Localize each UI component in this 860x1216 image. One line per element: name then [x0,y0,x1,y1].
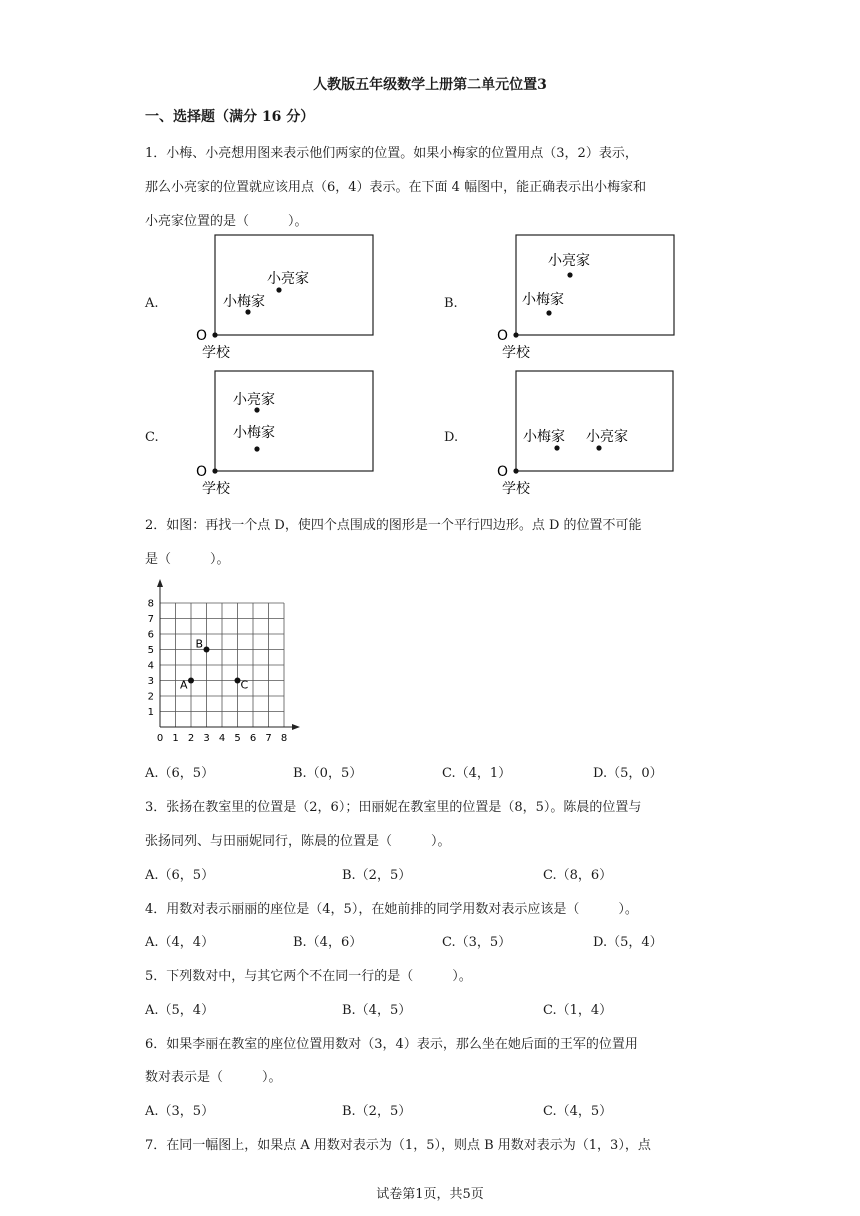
q1-diagram-a [190,230,380,365]
school-label: 学校 [502,481,530,497]
xiaomei-point [554,445,559,450]
q3-line-2: 张扬同列、与田丽妮同行，陈晨的位置是（ ）。 [145,834,451,849]
x-tick-label: 2 [187,733,195,744]
q1-option-a-label: A. [145,296,159,311]
origin-label: O [497,328,509,344]
map-frame [516,235,674,335]
q6-option-c: C.（4，5） [543,1104,613,1119]
y-tick-label: 5 [147,645,154,656]
grid-points [180,638,249,692]
xiaoliang-point [254,407,259,412]
point-b [204,647,210,653]
xiaomei-label: 小梅家 [233,425,275,441]
q1-line-3: 小亮家位置的是（ ）。 [145,214,308,229]
y-tick-label: 3 [147,676,154,687]
x-tick-label: 7 [265,733,272,744]
point-label-b: B [195,637,204,651]
q6-line-2: 数对表示是（ ）。 [145,1070,282,1085]
q5-option-b: B.（4，5） [342,1003,412,1018]
school-label: 学校 [202,481,230,497]
x-axis-arrow-icon [292,724,300,730]
q2-option-c: C.（4，1） [442,766,512,781]
xiaomei-point [546,310,551,315]
x-tick-label: 5 [234,733,241,744]
page-title: 人教版五年级数学上册第二单元位置3 [313,77,547,93]
q3-option-a: A.（6，5） [145,868,215,883]
y-tick-label: 2 [147,691,154,703]
q1-option-c-label: C. [145,430,159,445]
y-tick-label: 8 [147,598,154,610]
x-tick-label: 4 [218,733,226,744]
origin-label: O [196,464,208,480]
q5-option-c: C.（1，4） [543,1003,613,1018]
q4-option-a: A.（4，4） [145,935,215,950]
q2-option-b: B.（0，5） [293,766,363,781]
q4-option-c: C.（3，5） [442,935,512,950]
q5-option-a: A.（5，4） [145,1003,215,1018]
tick-labels [148,599,288,745]
q4-option-d: D.（5，4） [593,935,663,950]
origin-label: O [497,464,509,480]
q3-option-c: C.（8，6） [543,868,613,883]
xiaoliang-point [276,287,281,292]
x-tick-label: 6 [249,733,257,744]
xiaomei-label: 小梅家 [523,429,565,445]
q1-line-2: 那么小亮家的位置就应该用点（6，4）表示。在下面 4 幅图中，能正确表示出小梅家和 [145,180,647,195]
q3-line-1: 3．张扬在教室里的位置是（2，6）；田丽妮在教室里的位置是（8，5）。陈晨的位置与 [145,800,642,815]
q2-coordinate-grid [140,575,300,750]
y-tick-label: 6 [147,629,154,641]
q5-line-1: 5．下列数对中，与其它两个不在同一行的是（ ）。 [145,969,472,984]
xiaoliang-label: 小亮家 [586,429,628,445]
school-label: 学校 [202,345,230,361]
x-tick-label: 8 [280,733,288,744]
xiaoliang-label: 小亮家 [267,271,309,287]
y-tick-label: 7 [147,614,154,625]
q6-option-b: B.（2，5） [342,1104,412,1119]
school-point [212,468,217,473]
origin-label: O [196,328,208,344]
y-axis-arrow-icon [157,579,163,587]
xiaoliang-point [567,272,572,277]
point-label-c: C [240,678,249,692]
q6-line-1: 6．如果李丽在教室的座位位置用数对（3，4）表示，那么坐在她后面的王军的位置用 [145,1037,638,1052]
q1-diagram-c [190,366,380,501]
school-point [212,332,217,337]
q6-option-a: A.（3，5） [145,1104,215,1119]
q2-option-a: A.（6，5） [145,766,215,781]
x-tick-label: 1 [172,733,179,744]
q2-line-2: 是（ ）。 [145,552,230,567]
q1-line-1: 1．小梅、小亮想用图来表示他们两家的位置。如果小梅家的位置用点（3，2）表示， [145,146,638,161]
q1-option-d-label: D. [444,430,459,445]
q1-option-b-label: B. [444,296,458,311]
q7-line-1: 7．在同一幅图上，如果点 A 用数对表示为（1，5），则点 B 用数对表示为（1，3），点 [145,1138,651,1153]
xiaomei-label: 小梅家 [522,292,564,308]
point-a [188,678,194,684]
q3-option-b: B.（2，5） [342,868,412,883]
page-footer: 试卷第1页，共5页 [376,1187,484,1202]
xiaomei-point [245,309,250,314]
grid-lines [157,579,300,730]
x-tick-label: 3 [203,733,210,744]
xiaomei-label: 小梅家 [223,294,265,310]
y-tick-label: 4 [147,660,154,672]
x-tick-label: 0 [156,733,164,744]
q1-diagram-b [490,230,680,365]
school-label: 学校 [502,345,530,361]
q4-line-1: 4．用数对表示丽丽的座位是（4，5），在她前排的同学用数对表示应该是（ ）。 [145,902,638,917]
section-heading: 一、选择题（满分 16 分） [145,109,315,125]
school-point [513,332,518,337]
xiaomei-point [254,446,259,451]
xiaoliang-label: 小亮家 [233,392,275,408]
xiaoliang-label: 小亮家 [548,253,590,269]
q1-diagram-d [490,366,680,501]
xiaoliang-point [596,445,601,450]
y-tick-label: 1 [147,707,154,718]
q2-line-1: 2．如图：再找一个点 D，使四个点围成的图形是一个平行四边形。点 D 的位置不可能 [145,518,642,533]
map-frame [215,371,373,471]
q2-option-d: D.（5，0） [593,766,663,781]
point-label-a: A [180,678,188,692]
school-point [513,468,518,473]
map-frame [516,371,673,471]
q4-option-b: B.（4，6） [293,935,363,950]
